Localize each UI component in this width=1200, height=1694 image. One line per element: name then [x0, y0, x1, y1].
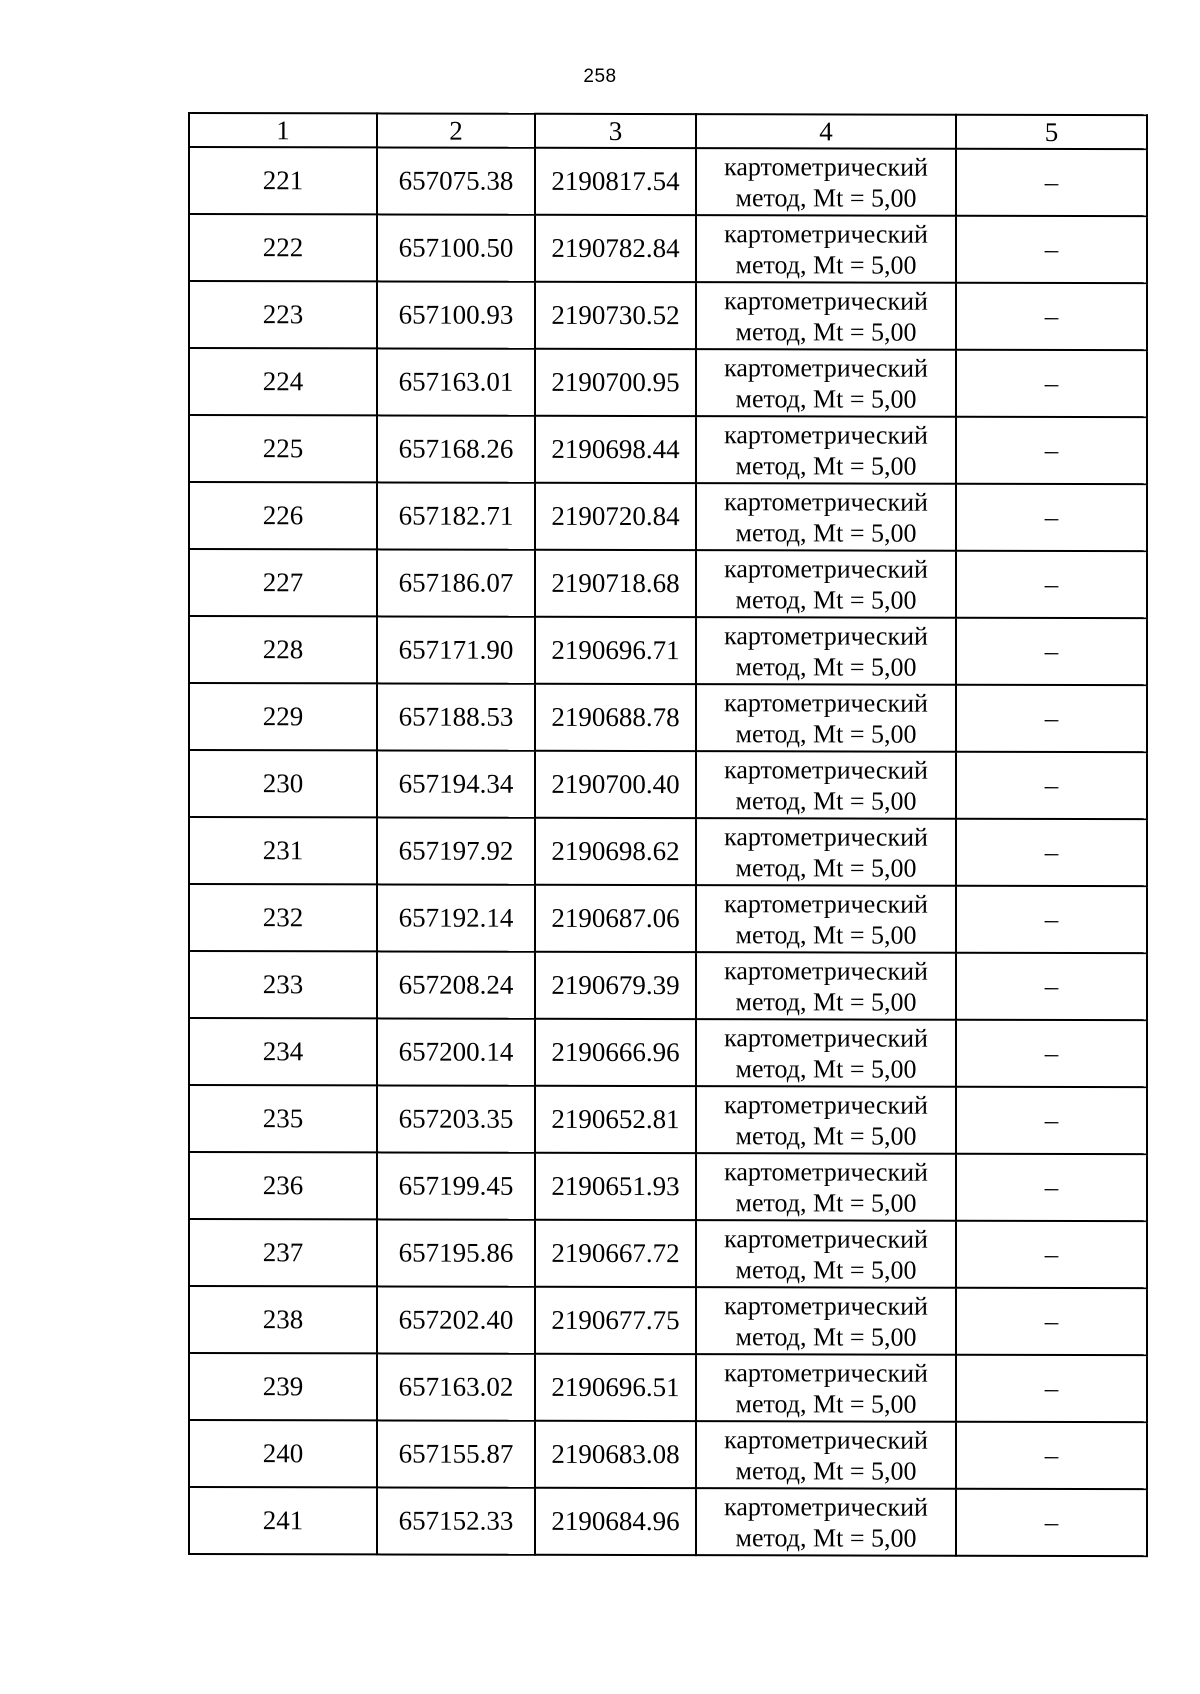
table-row: [189, 817, 1147, 886]
method-line-2: метод, Mt = 5,00: [735, 249, 917, 280]
method-line-1: картометрический: [724, 285, 928, 316]
cell-method: [696, 1488, 956, 1556]
method-line-2: метод, Mt = 5,00: [735, 986, 917, 1017]
cell-method: [696, 818, 956, 886]
cell-note: –: [956, 1020, 1147, 1087]
cell-coordinate-y: 2190700.95: [535, 349, 696, 416]
cell-note: –: [956, 484, 1147, 551]
cell-point-number: 226: [189, 482, 377, 549]
page-number: 258: [583, 66, 617, 87]
table-row: [189, 1085, 1147, 1154]
cell-note: –: [956, 752, 1147, 819]
cell-method: [696, 148, 956, 216]
method-line-1: картометрический: [724, 151, 928, 182]
cell-coordinate-y: 2190720.84: [535, 483, 696, 550]
cell-method: [696, 215, 956, 283]
method-line-2: метод, Mt = 5,00: [735, 383, 917, 414]
cell-note: –: [956, 819, 1147, 886]
cell-point-number: 236: [189, 1152, 377, 1219]
cell-coordinate-y: 2190652.81: [535, 1086, 696, 1153]
method-line-2: метод, Mt = 5,00: [735, 1254, 917, 1285]
header-col-5: 5: [956, 115, 1147, 149]
method-line-2: метод, Mt = 5,00: [735, 450, 917, 481]
method-line-1: картометрический: [724, 1290, 928, 1321]
cell-coordinate-x: 657152.33: [377, 1487, 535, 1554]
method-line-2: метод, Mt = 5,00: [735, 1321, 917, 1352]
cell-point-number: 229: [189, 683, 377, 750]
method-line-2: метод, Mt = 5,00: [735, 651, 917, 682]
cell-method: [696, 1086, 956, 1154]
method-line-1: картометрический: [724, 553, 928, 584]
table-row: [189, 1018, 1147, 1087]
table-row: [189, 214, 1147, 283]
table-row: [189, 683, 1147, 752]
cell-method: [696, 885, 956, 953]
cell-point-number: 234: [189, 1018, 377, 1085]
header-col-4: 4: [696, 114, 956, 149]
cell-point-number: 238: [189, 1286, 377, 1353]
method-line-1: картометрический: [724, 1156, 928, 1187]
cell-note: –: [956, 618, 1147, 685]
cell-method: [696, 282, 956, 350]
cell-method: [696, 617, 956, 685]
cell-note: –: [956, 216, 1147, 283]
cell-point-number: 221: [189, 147, 377, 214]
header-row: [189, 113, 1147, 149]
cell-coordinate-x: 657100.50: [377, 214, 535, 281]
cell-note: –: [956, 1154, 1147, 1221]
method-line-2: метод, Mt = 5,00: [735, 1455, 917, 1486]
method-line-1: картометрический: [724, 1357, 928, 1388]
cell-note: –: [956, 1288, 1147, 1355]
cell-note: –: [956, 953, 1147, 1020]
cell-coordinate-x: 657171.90: [377, 616, 535, 683]
cell-note: –: [956, 1087, 1147, 1154]
cell-note: –: [956, 417, 1147, 484]
cell-coordinate-x: 657202.40: [377, 1286, 535, 1353]
cell-point-number: 223: [189, 281, 377, 348]
cell-method: [696, 751, 956, 819]
cell-point-number: 230: [189, 750, 377, 817]
method-line-2: метод, Mt = 5,00: [735, 785, 917, 816]
cell-coordinate-y: 2190651.93: [535, 1153, 696, 1220]
cell-method: [696, 550, 956, 618]
method-line-2: метод, Mt = 5,00: [735, 316, 917, 347]
cell-note: –: [956, 283, 1147, 350]
cell-coordinate-y: 2190698.62: [535, 818, 696, 885]
method-line-1: картометрический: [724, 1491, 928, 1522]
method-line-2: метод, Mt = 5,00: [735, 1388, 917, 1419]
cell-note: –: [956, 1489, 1147, 1556]
cell-note: –: [956, 685, 1147, 752]
method-line-1: картометрический: [724, 754, 928, 785]
method-line-1: картометрический: [724, 218, 928, 249]
method-line-2: метод, Mt = 5,00: [735, 1120, 917, 1151]
cell-method: [696, 1019, 956, 1087]
cell-method: [696, 952, 956, 1020]
cell-point-number: 237: [189, 1219, 377, 1286]
cell-point-number: 222: [189, 214, 377, 281]
table-row: [189, 884, 1147, 953]
table-row: [189, 1487, 1147, 1556]
cell-point-number: 232: [189, 884, 377, 951]
method-line-1: картометрический: [724, 955, 928, 986]
cell-method: [696, 1287, 956, 1355]
cell-point-number: 233: [189, 951, 377, 1018]
cell-coordinate-x: 657195.86: [377, 1219, 535, 1286]
cell-method: [696, 1220, 956, 1288]
cell-method: [696, 684, 956, 752]
cell-coordinate-x: 657194.34: [377, 750, 535, 817]
method-line-2: метод, Mt = 5,00: [735, 1522, 917, 1553]
table-row: [189, 1219, 1147, 1288]
cell-method: [696, 416, 956, 484]
cell-coordinate-x: 657188.53: [377, 683, 535, 750]
cell-coordinate-x: 657208.24: [377, 951, 535, 1018]
method-line-1: картометрический: [724, 486, 928, 517]
cell-coordinate-y: 2190677.75: [535, 1287, 696, 1354]
cell-coordinate-x: 657192.14: [377, 884, 535, 951]
method-line-2: метод, Mt = 5,00: [735, 1187, 917, 1218]
cell-coordinate-y: 2190696.51: [535, 1354, 696, 1421]
cell-note: –: [956, 551, 1147, 618]
cell-point-number: 241: [189, 1487, 377, 1554]
method-line-2: метод, Mt = 5,00: [735, 182, 917, 213]
cell-coordinate-y: 2190718.68: [535, 550, 696, 617]
cell-note: –: [956, 149, 1147, 216]
cell-point-number: 225: [189, 415, 377, 482]
table-row: [189, 1286, 1147, 1355]
table-header: [189, 113, 1147, 149]
table-row: [189, 1152, 1147, 1221]
header-col-1: 1: [189, 113, 377, 147]
method-line-1: картометрический: [724, 419, 928, 450]
method-line-1: картометрический: [724, 1424, 928, 1455]
cell-coordinate-x: 657182.71: [377, 482, 535, 549]
method-line-2: метод, Mt = 5,00: [735, 584, 917, 615]
method-line-1: картометрический: [724, 1223, 928, 1254]
table-row: [189, 616, 1147, 685]
table-row: [189, 281, 1147, 350]
header-col-3: 3: [535, 114, 696, 148]
table-row: [189, 549, 1147, 618]
method-line-2: метод, Mt = 5,00: [735, 718, 917, 749]
cell-method: [696, 349, 956, 417]
cell-coordinate-y: 2190684.96: [535, 1488, 696, 1555]
cell-point-number: 231: [189, 817, 377, 884]
cell-coordinate-x: 657100.93: [377, 281, 535, 348]
method-line-1: картометрический: [724, 888, 928, 919]
table-row: [189, 750, 1147, 819]
table-row: [189, 348, 1147, 417]
cell-coordinate-y: 2190730.52: [535, 282, 696, 349]
cell-method: [696, 483, 956, 551]
method-line-2: метод, Mt = 5,00: [735, 852, 917, 883]
table-row: [189, 147, 1147, 216]
cell-coordinate-x: 657197.92: [377, 817, 535, 884]
cell-coordinate-y: 2190817.54: [535, 148, 696, 215]
cell-method: [696, 1153, 956, 1221]
cell-point-number: 235: [189, 1085, 377, 1152]
table-row: [189, 1353, 1147, 1422]
method-line-1: картометрический: [724, 821, 928, 852]
cell-point-number: 224: [189, 348, 377, 415]
table-row: [189, 1420, 1147, 1489]
cell-method: [696, 1354, 956, 1422]
cell-coordinate-x: 657075.38: [377, 147, 535, 214]
cell-note: –: [956, 1355, 1147, 1422]
method-line-1: картометрический: [724, 687, 928, 718]
cell-coordinate-y: 2190667.72: [535, 1220, 696, 1287]
table-row: [189, 415, 1147, 484]
method-line-2: метод, Mt = 5,00: [735, 517, 917, 548]
cell-note: –: [956, 350, 1147, 417]
table-body: [189, 147, 1147, 1556]
coordinates-table: [188, 112, 1148, 1557]
cell-note: –: [956, 1422, 1147, 1489]
cell-coordinate-x: 657163.02: [377, 1353, 535, 1420]
cell-point-number: 228: [189, 616, 377, 683]
method-line-1: картометрический: [724, 620, 928, 651]
cell-coordinate-y: 2190687.06: [535, 885, 696, 952]
cell-point-number: 227: [189, 549, 377, 616]
method-line-1: картометрический: [724, 352, 928, 383]
cell-coordinate-x: 657186.07: [377, 549, 535, 616]
cell-point-number: 240: [189, 1420, 377, 1487]
header-col-2: 2: [377, 113, 535, 147]
cell-coordinate-y: 2190683.08: [535, 1421, 696, 1488]
method-line-2: метод, Mt = 5,00: [735, 1053, 917, 1084]
cell-coordinate-x: 657199.45: [377, 1152, 535, 1219]
table-row: [189, 951, 1147, 1020]
cell-note: –: [956, 886, 1147, 953]
cell-coordinate-x: 657155.87: [377, 1420, 535, 1487]
method-line-2: метод, Mt = 5,00: [735, 919, 917, 950]
cell-coordinate-x: 657200.14: [377, 1018, 535, 1085]
cell-note: –: [956, 1221, 1147, 1288]
cell-coordinate-x: 657203.35: [377, 1085, 535, 1152]
cell-point-number: 239: [189, 1353, 377, 1420]
cell-coordinate-y: 2190679.39: [535, 952, 696, 1019]
table-row: [189, 482, 1147, 551]
method-line-1: картометрический: [724, 1089, 928, 1120]
cell-coordinate-y: 2190698.44: [535, 416, 696, 483]
cell-method: [696, 1421, 956, 1489]
cell-coordinate-y: 2190696.71: [535, 617, 696, 684]
cell-coordinate-y: 2190688.78: [535, 684, 696, 751]
cell-coordinate-y: 2190666.96: [535, 1019, 696, 1086]
cell-coordinate-y: 2190782.84: [535, 215, 696, 282]
cell-coordinate-y: 2190700.40: [535, 751, 696, 818]
cell-coordinate-x: 657163.01: [377, 348, 535, 415]
method-line-1: картометрический: [724, 1022, 928, 1053]
cell-coordinate-x: 657168.26: [377, 415, 535, 482]
